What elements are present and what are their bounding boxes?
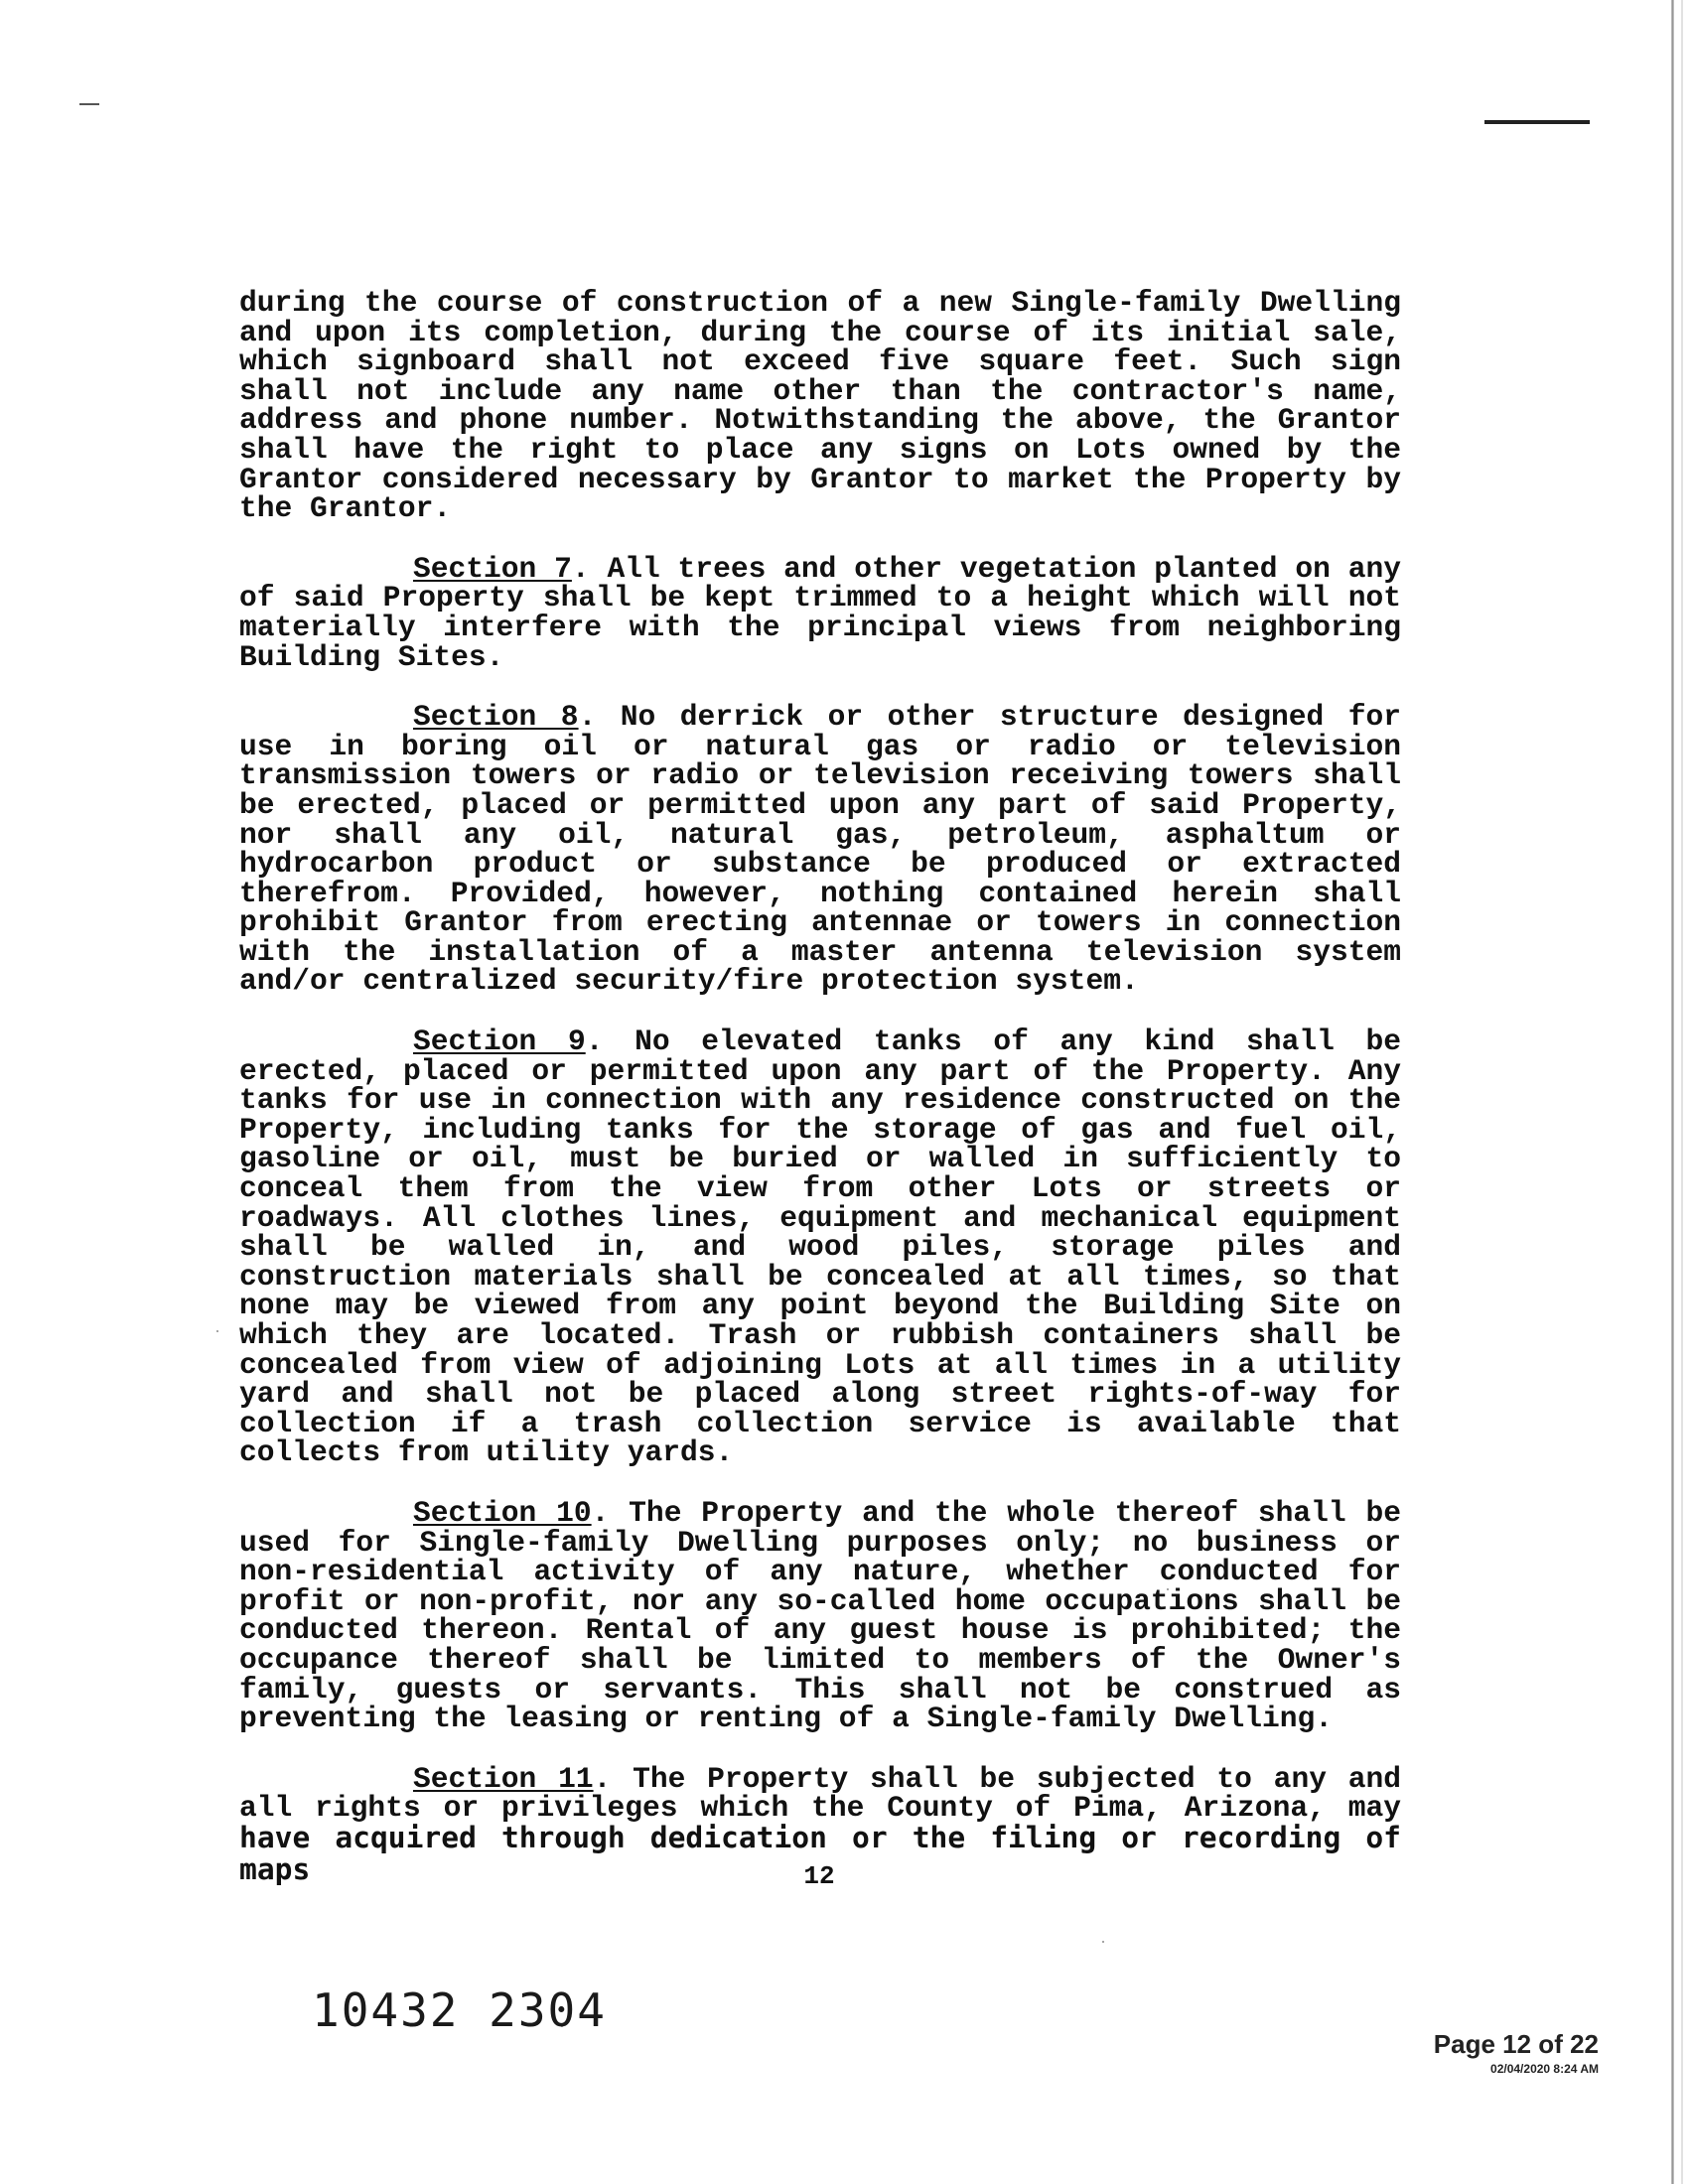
section-11-heading: Section 11 <box>413 1761 594 1796</box>
section-9-text: . No elevated tanks of any kind shall be erected, placed or permitted upon any part of the Property. Any tanks for use in connection with any residence constructed on the Property, including tanks for the storage of gas and fuel oil, gasoline or oil, must be buried or walled in sufficiently to conceal them from the view from other Lots or streets or roadways. All clothes lines, equipment and mechanical equipment shall be walled in, and wood piles, storage piles and construction materials shall be concealed at all times, so that none may be viewed from any point beyond the Building Site on which they are located. Trash or rubbish containers shall be concealed from view of adjoining Lots at all times in a utility yard and shall not be placed along street rights-of-way for collection if a trash collection service is available that collects from utility yards. <box>239 1024 1401 1470</box>
section-9-heading: Section 9 <box>413 1024 586 1059</box>
page-stamp-timestamp: 02/04/2020 8:24 AM <box>1490 2062 1599 2076</box>
scan-edge-shadow <box>1671 0 1674 2184</box>
section-8-paragraph <box>239 700 1401 999</box>
section-10-text: . The Property and the whole thereof shall be used for Single-family Dwelling purposes only; no business or non-residential activity of any nature, whether conducted for profit or non-profit, nor any so-called home occupations shall be conducted thereon. Rental of any guest house is prohibited; the occupance thereof shall be limited to members of the Owner's family, guests or servants. This shall not be construed as preventing the leasing or renting of a Single-family Dwelling. <box>239 1495 1401 1736</box>
document-body <box>239 286 1401 1886</box>
section-11-text: . The Property shall be subjected to any and all rights or privileges which the County of Pima, Arizona, may <box>239 1761 1401 1826</box>
paragraph-text: during the course of construction of a new Single-family Dwelling and upon its completion, during the course of its initial sale, which signboard shall not exceed five square feet. Such sign shall not include any name other than the contractor's name, address and phone number. Notwithstanding the above, the Grantor shall have the right to place any signs on Lots owned by the Grantor considered necessary by Grantor to market the Property by the Grantor. <box>239 286 1401 526</box>
page-stamp <box>1370 2029 1599 2076</box>
page-stamp-label: Page 12 of 22 <box>1433 2029 1599 2059</box>
section-11-text-tail: have acquired through dedication or the filing or recording of maps <box>239 1820 1401 1886</box>
section-8-heading: Section 8 <box>413 700 579 735</box>
scan-mark-right <box>1484 120 1590 124</box>
scan-edge-line <box>1681 0 1683 2184</box>
section-7-text: . All trees and other vegetation planted on any of said Property shall be kept trimmed to a height which will not materially interfere with the principal views from neighboring Building Sites. <box>239 551 1401 674</box>
section-8-text: . No derrick or other structure designed for use in boring oil or natural gas or radio or television transmission towers or radio or television receiving towers shall be erected, placed or permitted upon any part of said Property, nor shall any oil, natural gas, petroleum, asphaltum or hydrocarbon product or substance be produced or extracted therefrom. Provided, however, nothing contained herein shall prohibit Grantor from erecting antennae or towers in connection with the installation of a master antenna television system and/or centralized security/fire protection system. <box>239 700 1401 999</box>
scan-mark-left <box>79 103 99 105</box>
section-7-paragraph <box>239 551 1401 674</box>
page-number: 12 <box>803 1861 835 1891</box>
paragraph-continuation <box>239 286 1401 526</box>
section-10-heading: Section 10 <box>413 1495 592 1530</box>
section-7-heading: Section 7 <box>413 551 572 586</box>
recording-book-page: 10432 2304 <box>312 1983 607 2037</box>
scan-speck <box>1102 1941 1104 1943</box>
section-9-paragraph <box>239 1024 1401 1470</box>
section-10-paragraph <box>239 1495 1401 1736</box>
scan-speck <box>216 1330 218 1332</box>
